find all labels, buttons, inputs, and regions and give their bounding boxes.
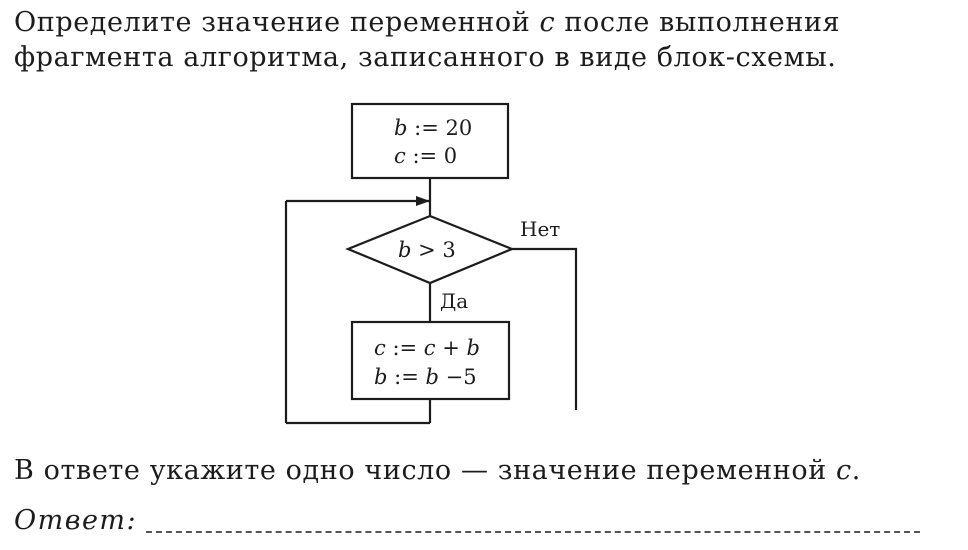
- init-line-1: b := 20: [394, 116, 473, 140]
- question-text: Определите значение переменной: [14, 7, 540, 38]
- yes-label: Да: [440, 289, 469, 313]
- condition-text: b > 3: [398, 238, 456, 262]
- answer-blank-line[interactable]: [146, 531, 920, 533]
- init-line-2: c := 0: [394, 144, 458, 168]
- no-branch-line: [512, 249, 576, 410]
- question-text: .: [851, 455, 861, 486]
- question-line-2: фрагмента алгоритма, записанного в виде блок-схемы.: [14, 42, 837, 73]
- variable-c: c: [539, 7, 556, 38]
- answer-label: Ответ:: [14, 505, 138, 536]
- question-text: после выполнения: [555, 7, 841, 38]
- body-line-2: b := b −5: [374, 365, 477, 389]
- variable-c: c: [835, 455, 852, 486]
- question-line-3: [14, 456, 861, 486]
- body-line-1: c := c + b: [374, 336, 480, 360]
- answer-row: [14, 506, 924, 540]
- question-text: В ответе укажите одно число — значение переменной: [14, 455, 836, 486]
- no-label: Нет: [520, 217, 561, 241]
